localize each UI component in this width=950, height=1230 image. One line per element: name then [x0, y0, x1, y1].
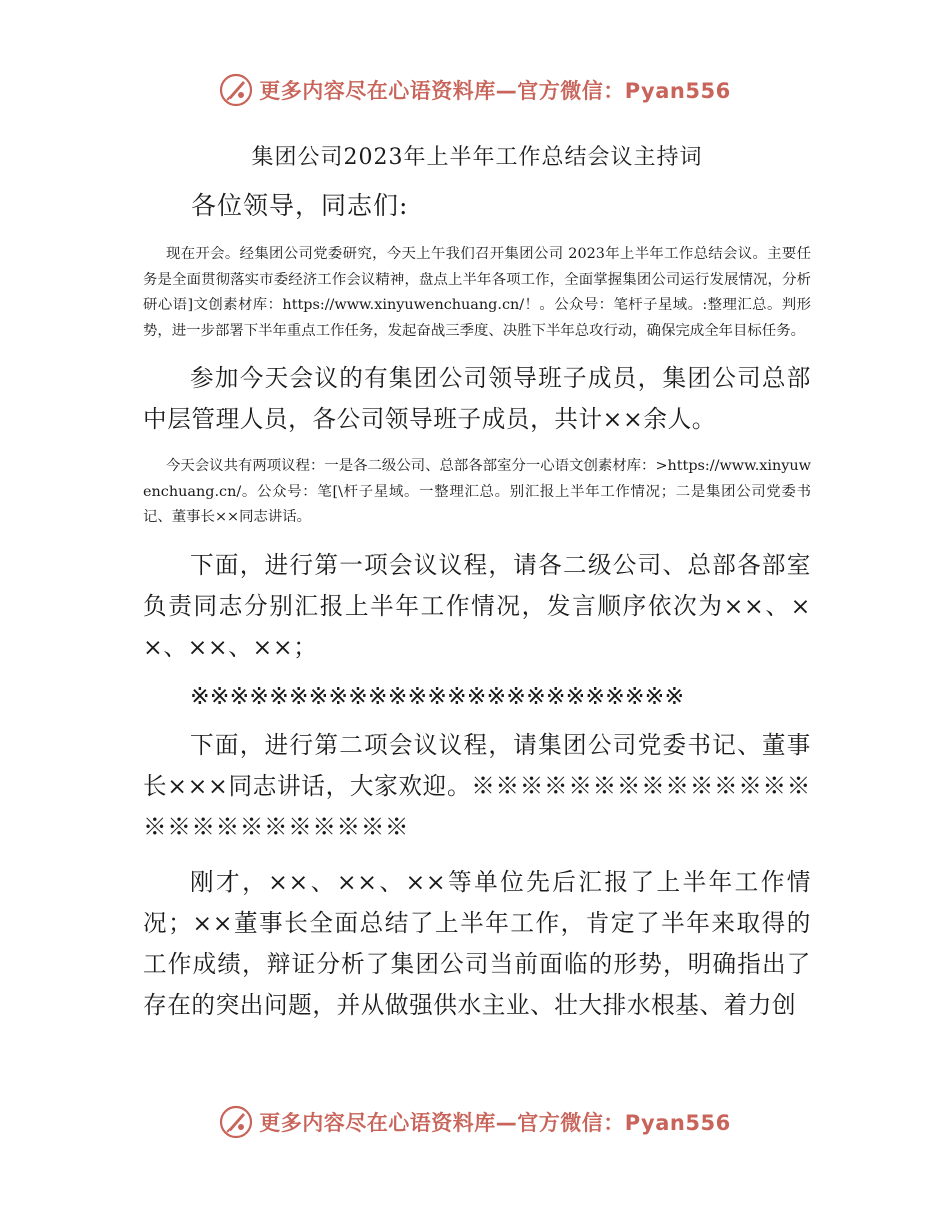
- quill-logo-icon: [219, 73, 253, 107]
- header-banner: [0, 70, 950, 110]
- document-title: 集团公司2023年上半年工作总结会议主持词: [251, 145, 703, 170]
- salutation: 各位领导，同志们:: [191, 191, 409, 220]
- paragraph-separator-marks: ※※※※※※※※※※※※※※※※※※※※※※※※※: [190, 681, 685, 710]
- paragraph-agenda: 今天会议共有两项议程：一是各二级公司、总部各部室分一心语文创素材库：>https://www.xinyuwenchuang.cn/。公众号：笔[\杆子星域。一整理汇总。别汇报上半年工作情况；二是集团公司党委书记、董事长××同志讲话。: [143, 458, 811, 525]
- paragraph-opening: 现在开会。经集团公司党委研究，今天上午我们召开集团公司 2023年上半年工作总结会议。主要任务是全面贯彻落实市委经济工作会议精神，盘点上半年各项工作，全面掌握集团公司运行发展情况，分析研心语]文创素材库：https://www.xinyuwenchuang.cn/！。公众号：笔杆子星域。:整理汇总。判形势，进一步部署下半年重点工作任务，发起奋战三季度、决胜下半年总攻行动，确保完成全年目标任务。: [143, 246, 811, 339]
- paragraph-agenda-item-two: 下面，进行第二项会议议程，请集团公司党委书记、董事长×××同志讲话，大家欢迎。※※※※※※※※※※※※※※※※※※※※※※※※※: [143, 730, 811, 841]
- paragraph-attendees: 参加今天会议的有集团公司领导班子成员，集团公司总部中层管理人员，各公司领导班子成员，共计××余人。: [143, 364, 811, 433]
- paragraph-agenda-item-one: 下面，进行第一项会议议程，请各二级公司、总部各部室负责同志分别汇报上半年工作情况，发言顺序依次为××、××、××、××；: [143, 550, 811, 661]
- footer-banner: [0, 1102, 950, 1142]
- quill-logo-icon: [219, 1105, 253, 1139]
- footer-banner-text: 更多内容尽在心语资料库—官方微信：Pyan556: [259, 1111, 731, 1135]
- document-body: [143, 138, 811, 1040]
- paragraph-summary: 刚才，××、××、××等单位先后汇报了上半年工作情况；××董事长全面总结了上半年工作，肯定了半年来取得的工作成绩，辩证分析了集团公司当前面临的形势，明确指出了存在的突出问题，并从做强供水主业、壮大排水根基、着力创: [143, 867, 811, 1019]
- header-banner-text: 更多内容尽在心语资料库—官方微信：Pyan556: [259, 79, 731, 103]
